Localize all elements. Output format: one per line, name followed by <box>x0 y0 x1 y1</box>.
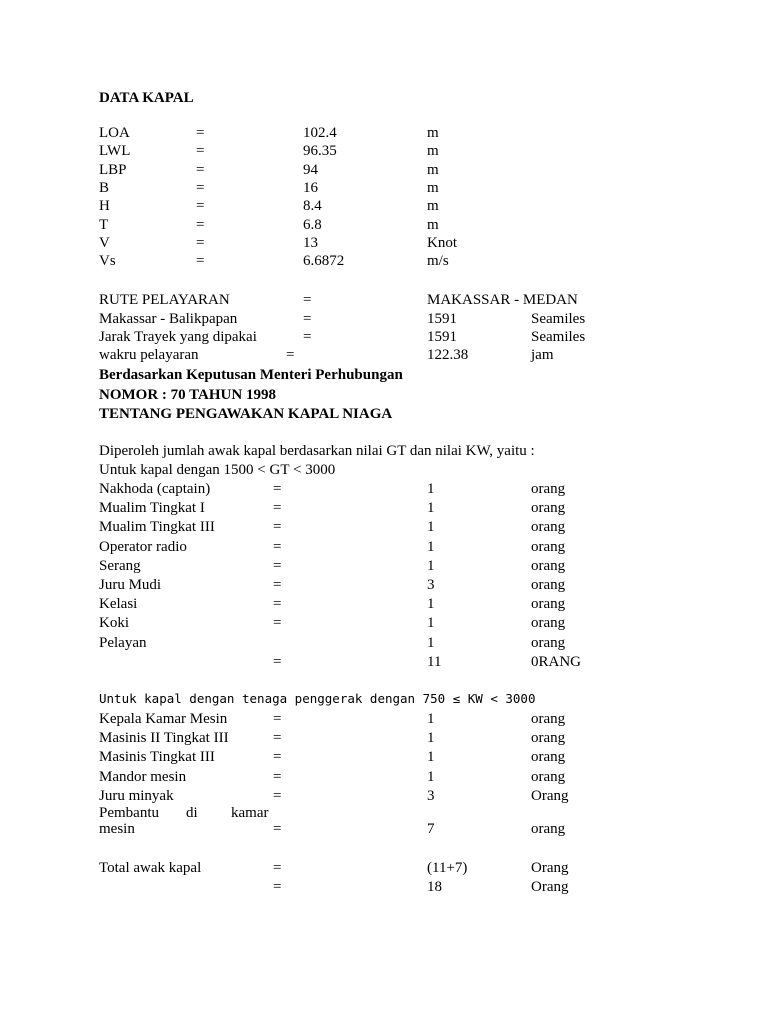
row-value: 1 <box>427 519 435 536</box>
row-value: 1 <box>427 538 435 555</box>
row-value: 1 <box>427 596 435 613</box>
row-label-word: di <box>186 805 198 821</box>
row-label: Masinis II Tingkat III <box>99 730 229 747</box>
row-label: V <box>99 234 110 251</box>
row-unit: orang <box>531 749 566 766</box>
row-unit: orang <box>531 615 566 632</box>
row-label: Juru minyak <box>99 787 174 804</box>
row-label: Serang <box>99 557 141 574</box>
row-equals: = <box>273 538 282 555</box>
row-value: 6.8 <box>303 216 322 233</box>
row-equals: = <box>196 253 205 270</box>
row-label-word: kamar <box>231 805 269 821</box>
row-value: 1591 <box>427 329 457 345</box>
row-equals: = <box>273 730 282 747</box>
row-value: 122.38 <box>427 347 469 363</box>
row-equals: = <box>303 292 312 308</box>
gt-heading: Untuk kapal dengan 1500 < GT < 3000 <box>99 462 336 478</box>
row-unit: 0RANG <box>531 653 582 670</box>
row-value: 102.4 <box>303 125 337 141</box>
row-value: 13 <box>303 234 318 251</box>
row-equals: = <box>286 347 295 363</box>
row-label: Mandor mesin <box>99 768 187 785</box>
row-unit: m <box>427 198 439 215</box>
row-equals: = <box>273 711 282 727</box>
row-equals: = <box>273 500 282 517</box>
row-value: 1591 <box>427 311 457 327</box>
row-label: Kepala Kamar Mesin <box>99 711 228 727</box>
row-value: 1 <box>427 615 435 632</box>
row-equals: = <box>273 860 282 876</box>
row-value: 1 <box>427 481 435 497</box>
regulation-subject: TENTANG PENGAWAKAN KAPAL NIAGA <box>99 406 393 422</box>
row-label: Total awak kapal <box>99 860 202 876</box>
row-unit: Seamiles <box>531 311 586 327</box>
row-label: RUTE PELAYARAN <box>99 292 230 308</box>
row-unit: orang <box>531 577 566 593</box>
row-value: 1 <box>427 634 435 651</box>
row-unit: orang <box>531 557 566 574</box>
row-label: LOA <box>99 125 130 141</box>
intro-text: Diperoleh jumlah awak kapal berdasarkan nilai GT dan nilai KW, yaitu : <box>99 443 535 459</box>
document-title: DATA KAPAL <box>99 90 194 106</box>
row-label-word: Pembantu <box>99 805 159 821</box>
row-equals: = <box>196 143 205 160</box>
row-label: mesin <box>99 821 135 837</box>
row-unit: orang <box>531 711 566 727</box>
row-unit: orang <box>531 500 566 517</box>
row-unit: Orang <box>531 787 569 804</box>
regulation-heading: Berdasarkan Keputusan Menteri Perhubungan <box>99 367 403 383</box>
row-label: B <box>99 179 110 196</box>
row-value: 8.4 <box>303 198 322 215</box>
row-value: 6.6872 <box>303 253 345 270</box>
row-equals: = <box>196 216 205 233</box>
row-value: 7 <box>427 821 435 837</box>
regulation-number: NOMOR : 70 TAHUN 1998 <box>99 387 276 403</box>
row-equals: = <box>273 787 282 804</box>
row-label: H <box>99 198 110 215</box>
row-label: Pelayan <box>99 634 147 651</box>
row-unit: Orang <box>531 879 569 895</box>
row-unit: orang <box>531 730 566 747</box>
row-unit: m <box>427 125 439 141</box>
row-unit: m/s <box>427 253 449 270</box>
row-label: T <box>99 216 109 233</box>
row-value: 3 <box>427 577 435 593</box>
row-unit: orang <box>531 596 566 613</box>
row-unit: orang <box>531 821 566 837</box>
row-unit: m <box>427 179 439 196</box>
row-value: MAKASSAR - MEDAN <box>427 292 578 308</box>
row-value: (11+7) <box>427 860 468 876</box>
row-equals: = <box>273 519 282 536</box>
row-label: Masinis Tingkat III <box>99 749 215 766</box>
row-unit: Seamiles <box>531 329 586 345</box>
row-unit: orang <box>531 634 566 651</box>
row-value: 1 <box>427 500 435 517</box>
row-unit: orang <box>531 481 566 497</box>
row-equals: = <box>273 653 282 670</box>
row-value: 18 <box>427 879 442 895</box>
row-label: Operator radio <box>99 538 187 555</box>
row-unit: Orang <box>531 860 569 876</box>
row-unit: orang <box>531 768 566 785</box>
row-equals: = <box>273 768 282 785</box>
row-label: Mualim Tingkat III <box>99 519 215 536</box>
row-unit: m <box>427 216 439 233</box>
row-unit: orang <box>531 519 566 536</box>
row-equals: = <box>273 615 282 632</box>
row-equals: = <box>303 311 312 327</box>
row-equals: = <box>196 161 205 178</box>
row-value: 1 <box>427 557 435 574</box>
row-equals: = <box>273 879 282 895</box>
row-label: Mualim Tingkat I <box>99 500 205 517</box>
row-value: 3 <box>427 787 435 804</box>
row-label: wakru pelayaran <box>99 347 199 363</box>
row-label: Makassar - Balikpapan <box>99 311 238 327</box>
row-value: 1 <box>427 749 435 766</box>
row-label: LWL <box>99 143 131 160</box>
row-value: 96.35 <box>303 143 337 160</box>
row-equals: = <box>196 198 205 215</box>
row-value: 16 <box>303 179 318 196</box>
row-equals: = <box>196 125 205 141</box>
row-label: Nakhoda (captain) <box>99 481 211 497</box>
row-unit: m <box>427 143 439 160</box>
row-equals: = <box>196 234 205 251</box>
row-equals: = <box>273 481 282 497</box>
row-equals: = <box>273 557 282 574</box>
row-equals: = <box>196 179 205 196</box>
kw-heading: Untuk kapal dengan tenaga penggerak dengan 750 ≤ KW < 3000 <box>99 691 536 706</box>
row-label: Juru Mudi <box>99 577 162 593</box>
row-label: LBP <box>99 161 127 178</box>
row-equals: = <box>273 596 282 613</box>
row-unit: orang <box>531 538 566 555</box>
row-value: 1 <box>427 730 435 747</box>
row-label: Vs <box>99 253 116 270</box>
row-value: 11 <box>427 653 442 670</box>
row-equals: = <box>273 577 282 593</box>
row-unit: Knot <box>427 234 457 251</box>
row-equals: = <box>273 749 282 766</box>
row-label: Koki <box>99 615 129 632</box>
row-value: 94 <box>303 161 318 178</box>
row-label: Jarak Trayek yang dipakai <box>99 329 257 345</box>
row-label: Kelasi <box>99 596 138 613</box>
row-value: 1 <box>427 711 435 727</box>
row-unit: jam <box>531 347 554 363</box>
row-unit: m <box>427 161 439 178</box>
row-value: 1 <box>427 768 435 785</box>
row-equals: = <box>303 329 312 345</box>
row-equals: = <box>273 821 282 837</box>
